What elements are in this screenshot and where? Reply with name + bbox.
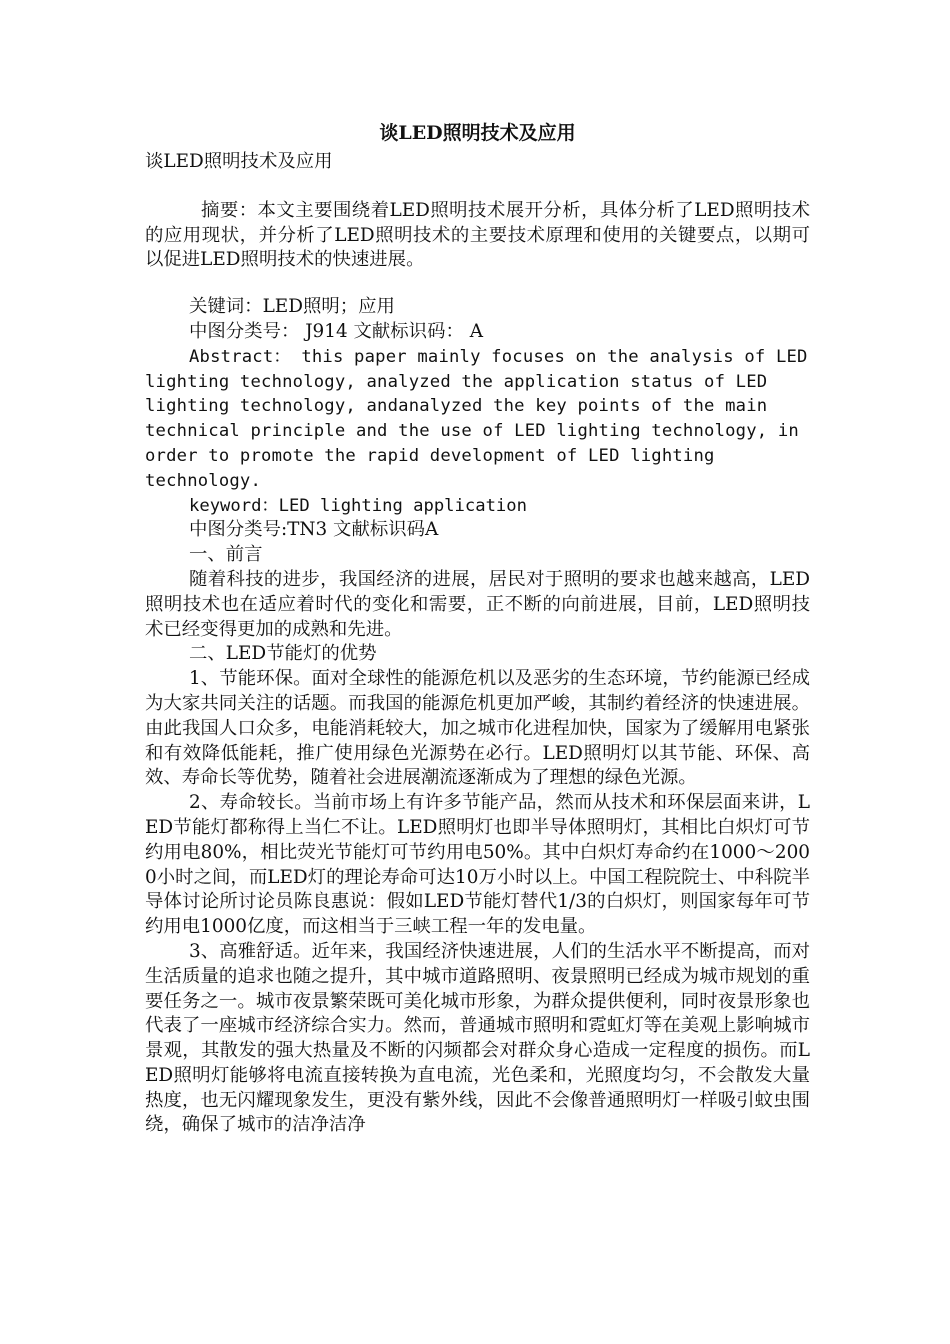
document-body bbox=[145, 120, 810, 1138]
abstract-english: Abstract： this paper mainly focuses on the analysis of LED lighting technology, analyzed the application status of LED lighting technology, andanalyzed the key points of the main technical principle and the use of LED lighting technology, in order to promote the rapid development of LED lighting technology. bbox=[145, 346, 808, 491]
classification-line-2: 中图分类号:TN3 文献标识码A bbox=[189, 519, 439, 541]
section-body-preface: 随着科技的进步，我国经济的进展，居民对于照明的要求也越来越高，LED照明技术也在适应着时代的变化和需要，正不断的向前进展，目前，LED照明技术已经变得更加的成熟和先进。 bbox=[145, 568, 810, 640]
advantage-elegant-comfort: 3、高雅舒适。近年来，我国经济快速进展，人们的生活水平不断提高，而对生活质量的追求也随之提升，其中城市道路照明、夜景照明已经成为城市规划的重要任务之一。城市夜景繁荣既可美化城市形象，为群众提供便利，同时夜景形象也代表了一座城市经济综合实力。然而，普通城市照明和霓虹灯等在美观上影响城市景观，其散发的强大热量及不断的闪频都会对群众身心造成一定程度的损伤。而LED照明灯能够将电流直接转换为直电流，光色柔和，光照度均匀，不会散发大量热度，也无闪耀现象发生，更没有紫外线，因此不会像普通照明灯一样吸引蚊虫围绕，确保了城市的洁净洁净 bbox=[145, 940, 810, 1136]
advantage-long-life: 2、寿命较长。当前市场上有许多节能产品，然而从技术和环保层面来讲，LED节能灯都称得上当仁不让。LED照明灯也即半导体照明灯，其相比白炽灯可节约用电80%，相比荧光节能灯可节约用电50%。其中白炽灯寿命约在1000～2000小时之间，而LED灯的理论寿命可达10万小时以上。中国工程院院士、中科院半导体讨论所讨论员陈良惠说：假如LED节能灯替代1/3的白炽灯，则国家每年可节约用电1000亿度，而这相当于三峡工程一年的发电量。 bbox=[145, 792, 810, 938]
section-heading-advantages: 二、LED节能灯的优势 bbox=[189, 643, 377, 665]
spacer bbox=[145, 175, 810, 199]
advantage-energy-saving: 1、节能环保。面对全球性的能源危机以及恶劣的生态环境，节约能源已经成为大家共同关注的话题。而我国的能源危机更加严峻，其制约着经济的快速进展。由此我国人口众多，电能消耗较大，加之城市化进程加快，国家为了缓解用电紧张和有效降低能耗，推广使用绿色光源势在必行。LED照明灯以其节能、环保、高效、寿命长等优势，随着社会进展潮流逐渐成为了理想的绿色光源。 bbox=[145, 668, 810, 789]
classification-line-1: 中图分类号： J914 文献标识码： A bbox=[189, 320, 483, 342]
document-title: 谈LED照明技术及应用 bbox=[379, 122, 576, 144]
abstract-chinese: 摘要：本文主要围绕着LED照明技术展开分析，具体分析了LED照明技术的应用现状，并分析了LED照明技术的主要技术原理和使用的关键要点，以期可以促进LED照明技术的快速进展。 bbox=[145, 199, 810, 271]
document-subtitle: 谈LED照明技术及应用 bbox=[145, 151, 333, 172]
spacer bbox=[145, 273, 810, 295]
keyword-english: keyword：LED lighting application bbox=[189, 495, 527, 516]
section-heading-preface: 一、前言 bbox=[189, 544, 263, 566]
keywords-chinese: 关键词：LED照明；应用 bbox=[189, 296, 395, 318]
